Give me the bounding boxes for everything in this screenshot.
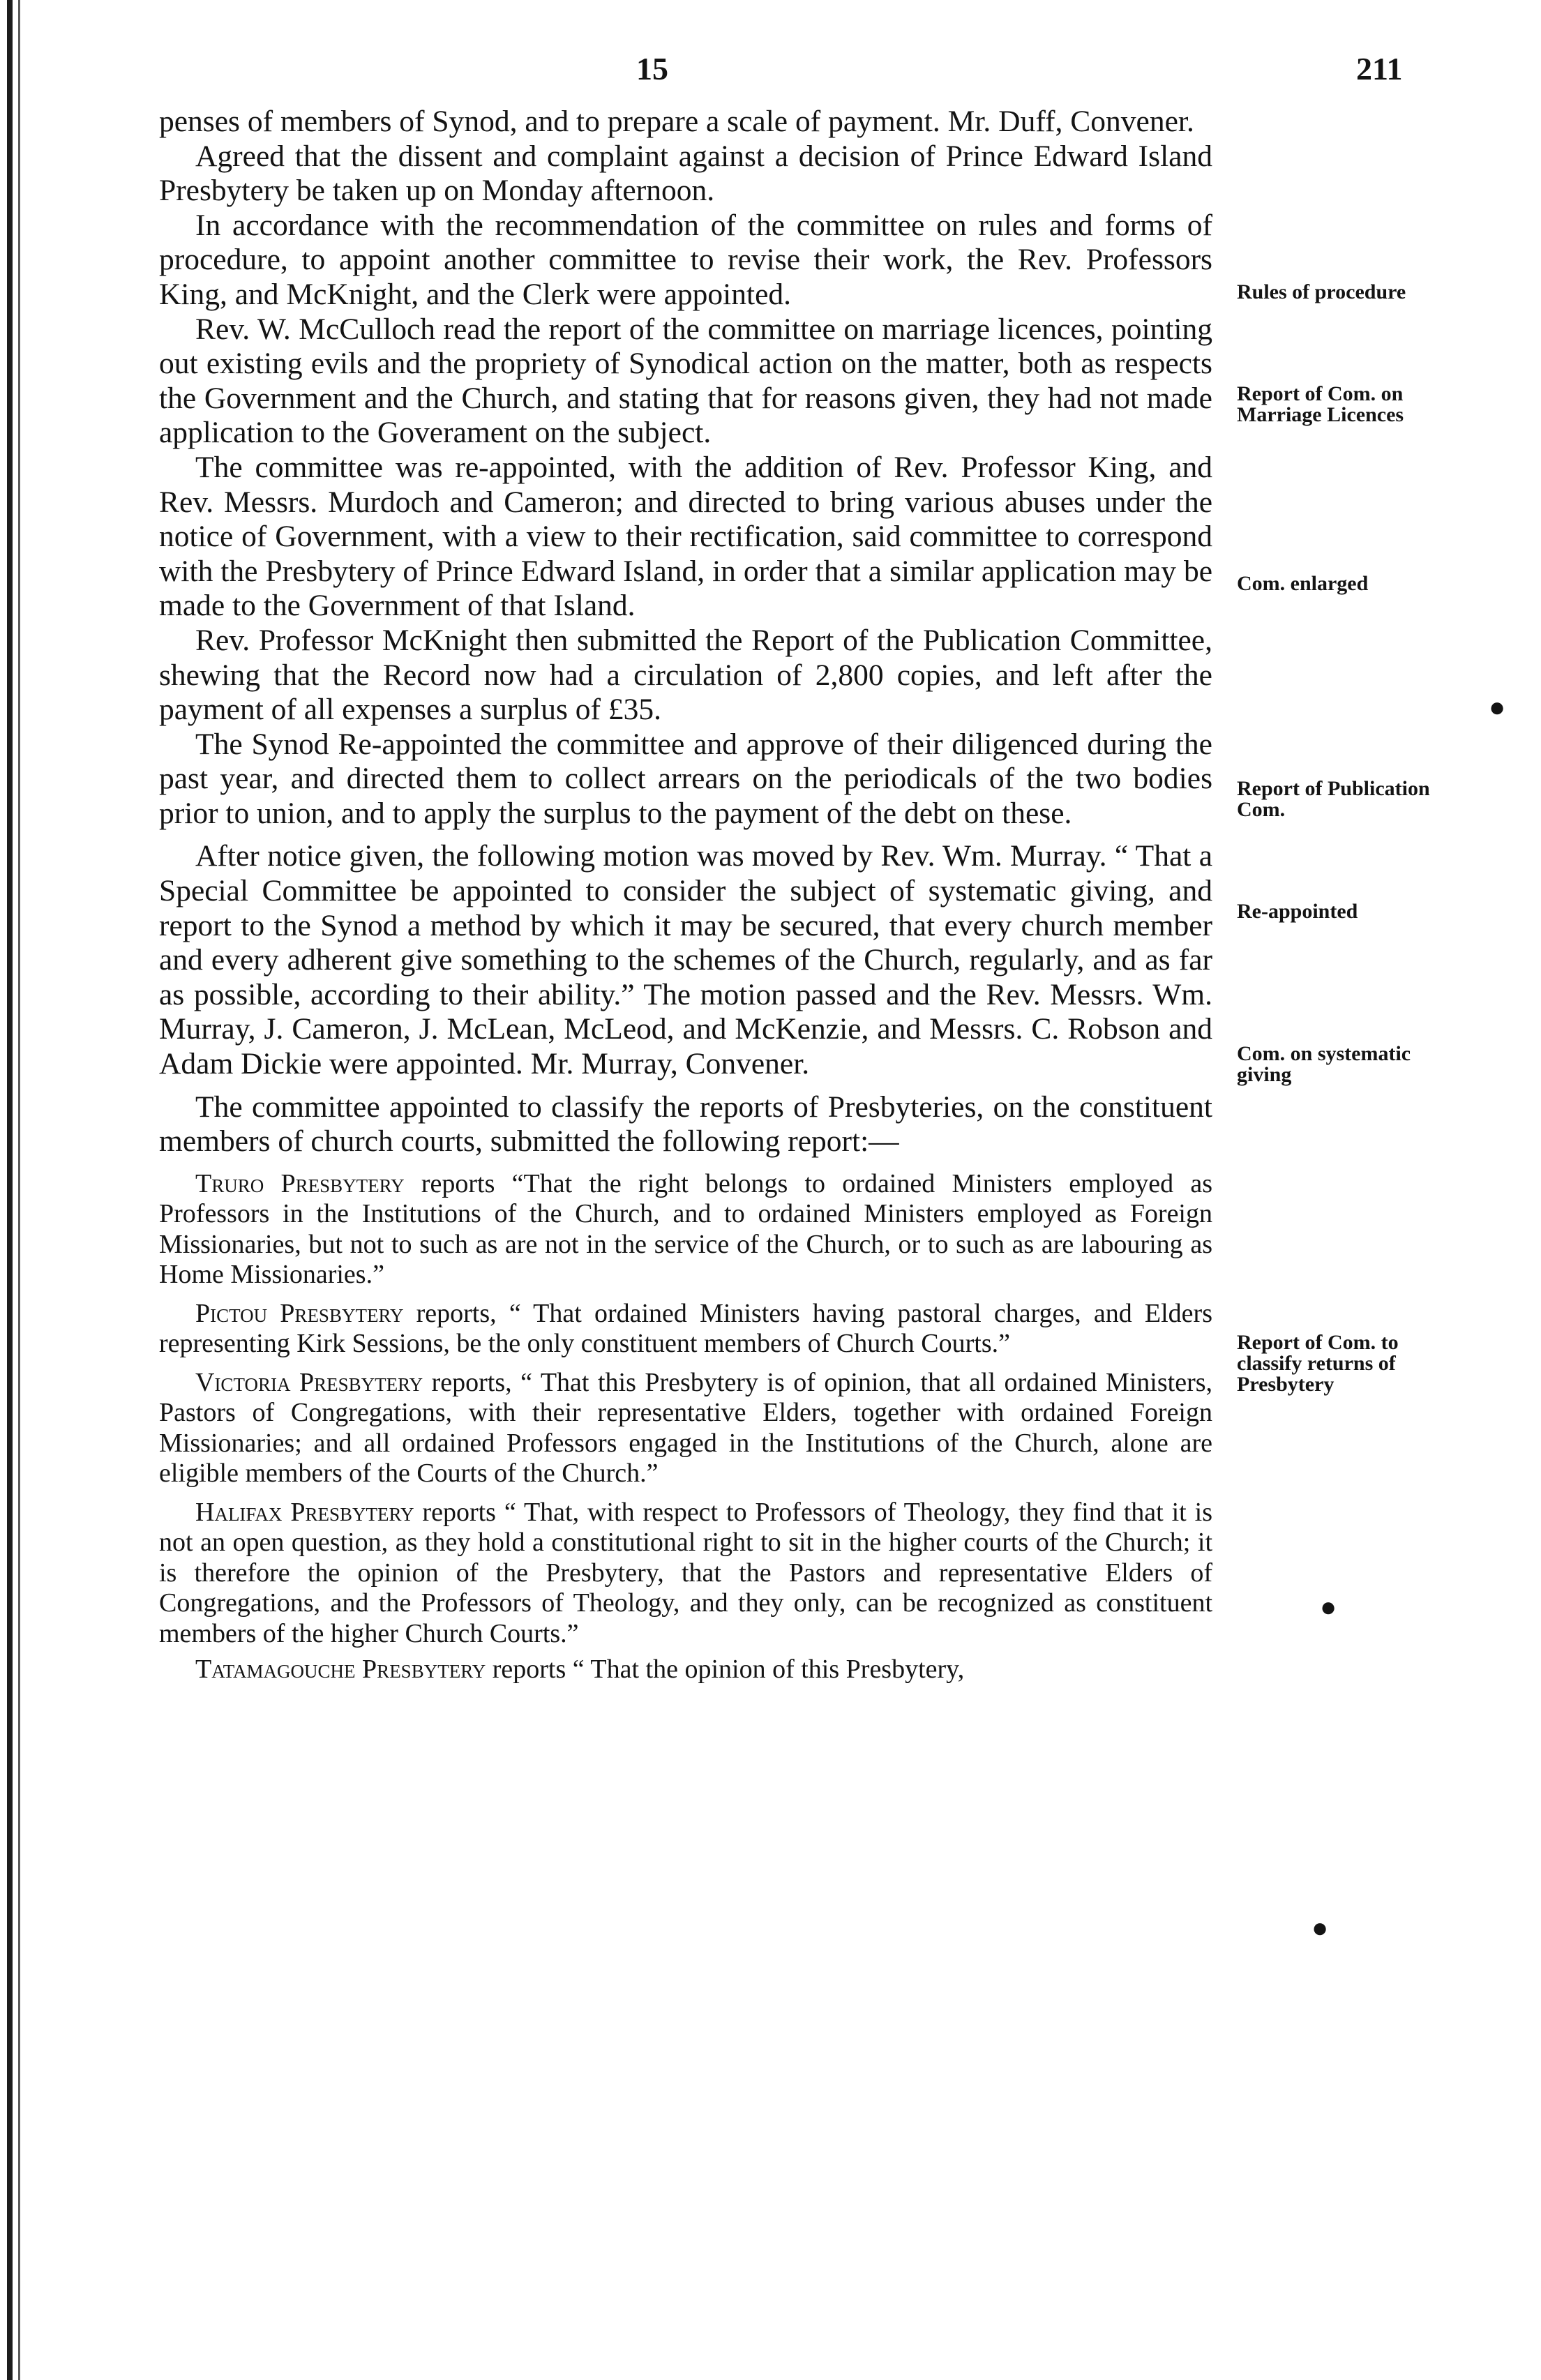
- presbytery-name: Victoria Presbytery: [195, 1367, 423, 1397]
- ink-spot-icon: ●: [1320, 1591, 1337, 1622]
- report-text: reports, “ That ordained Ministers having pastoral charges, and Elders representing Kirk Sessions, be the only constituent members of Church Courts.”: [159, 1298, 1212, 1359]
- page-number-right: 211: [1356, 51, 1403, 86]
- margin-note-systematic-giving: Com. on systematic giving: [1237, 1042, 1411, 1086]
- report-text: reports “ That the opinion of this Presbytery,: [486, 1655, 965, 1685]
- presbytery-name: Truro Presbytery: [195, 1168, 405, 1198]
- margin-note-rules: Rules of procedure: [1237, 280, 1406, 303]
- paragraph-synod-reappointed: The Synod Re-appointed the committee and approve of their diligenced during the past year, and directed them to collect arrears on the periodicals of the two bodies prior to union, and to apply the surplus to the payment of the debt on these.: [159, 727, 1212, 830]
- paragraph-rules: In accordance with the recommendation of the committee on rules and forms of procedure, to appoint another committee to revise their work, the Rev. Professors King, and McKnight, and the Clerk were appointed.: [159, 208, 1212, 311]
- report-pictou: [159, 1299, 1212, 1360]
- report-halifax: [159, 1498, 1212, 1650]
- presbytery-name: Halifax Presbytery: [195, 1497, 414, 1527]
- report-tatamagouche: [159, 1655, 1212, 1685]
- report-truro: [159, 1169, 1212, 1290]
- margin-note-classify: Report of Com. to classify returns of Presbytery: [1237, 1331, 1399, 1396]
- scan-edge-shadow: [18, 0, 20, 2380]
- page-number-left: 15: [636, 51, 668, 86]
- margin-note-marriage-licences: Report of Com. on Marriage Licences: [1237, 382, 1404, 426]
- paragraph-publication-report: Rev. Professor McKnight then submitted the Report of the Publication Committee, shewing that the Record now had a circulation of 2,800 copies, and left after the payment of all expenses a surplus of £35.: [159, 623, 1212, 727]
- paragraph-marriage-licences: Rev. W. McCulloch read the report of the committee on marriage licences, pointing out existing evils and the propriety of Synodical action on the matter, both as respects the Government and the Church, and stating that for reasons given, they had not made application to the Goverament on the subject.: [159, 312, 1212, 450]
- report-text: reports “ That, with respect to Professors of Theology, they find that it is not an open question, as they hold a constitutional right to sit in the higher courts of the Church; it is therefore the opinion of the Presbytery, that the Pastors and representative Elders of Congregations, and the Professors of Theology, and they only, can be recognized as constituent members of the higher Church Courts.”: [159, 1497, 1212, 1648]
- report-victoria: [159, 1368, 1212, 1489]
- main-text: [159, 105, 1212, 1685]
- report-text: reports, “ That this Presbytery is of opinion, that all ordained Ministers, Pastors of Congregations, with their representative Elders, together with ordained Foreign Missionaries; and all ordained Professors engaged in the Institutions of the Church, alone are eligible members of the Courts of the Church.”: [159, 1367, 1213, 1489]
- presbytery-name: Pictou Presbytery: [195, 1298, 404, 1328]
- paragraph-expenses: penses of members of Synod, and to prepare a scale of payment. Mr. Duff, Convener.: [159, 105, 1194, 138]
- margin-note-com-enlarged: Com. enlarged: [1237, 572, 1369, 595]
- paragraph-committee-reappointed: The committee was re-appointed, with the addition of Rev. Professor King, and Rev. Messrs. Murdoch and Cameron; and directed to bring various abuses under the notice of Government, with a view to their rectification, said committee to correspond with the Presbytery of Prince Edward Island, in order that a similar application may be made to the Government of that Island.: [159, 450, 1212, 623]
- presbytery-name: Tatamagouche Presbytery: [195, 1655, 486, 1685]
- paragraph-dissent: Agreed that the dissent and complaint against a decision of Prince Edward Island Presbytery be taken up on Monday afternoon.: [159, 139, 1212, 208]
- paragraph-systematic-giving: After notice given, the following motion was moved by Rev. Wm. Murray. “ That a Special Committee be appointed to consider the subject of systematic giving, and report to the Synod a method by which it may be secured, that every church member and every adherent give something to the schemes of the Church, regularly, and as far as possible, according to their ability.” The motion passed and the Rev. Messrs. Wm. Murray, J. Cameron, J. McLean, McLeod, and McKenzie, and Messrs. C. Robson and Adam Dickie were appointed. Mr. Murray, Convener.: [159, 839, 1212, 1081]
- ink-spot-icon: ●: [1311, 1912, 1329, 1943]
- margin-note-publication: Report of Publication Com.: [1237, 777, 1430, 821]
- ink-spot-icon: ●: [1489, 691, 1506, 723]
- report-text: reports “That the right belongs to ordained Ministers employed as Professors in the Institutions of the Church, and to ordained Ministers employed as Foreign Missionaries, but not to such as are not in the service of the Church, or to such as are labouring as Home Missionaries.”: [159, 1168, 1213, 1290]
- paragraph-classify-reports: The committee appointed to classify the reports of Presbyteries, on the constituent members of church courts, submitted the following report:—: [159, 1090, 1212, 1159]
- scan-edge: [7, 0, 13, 2380]
- margin-note-reappointed: Re-appointed: [1237, 900, 1358, 923]
